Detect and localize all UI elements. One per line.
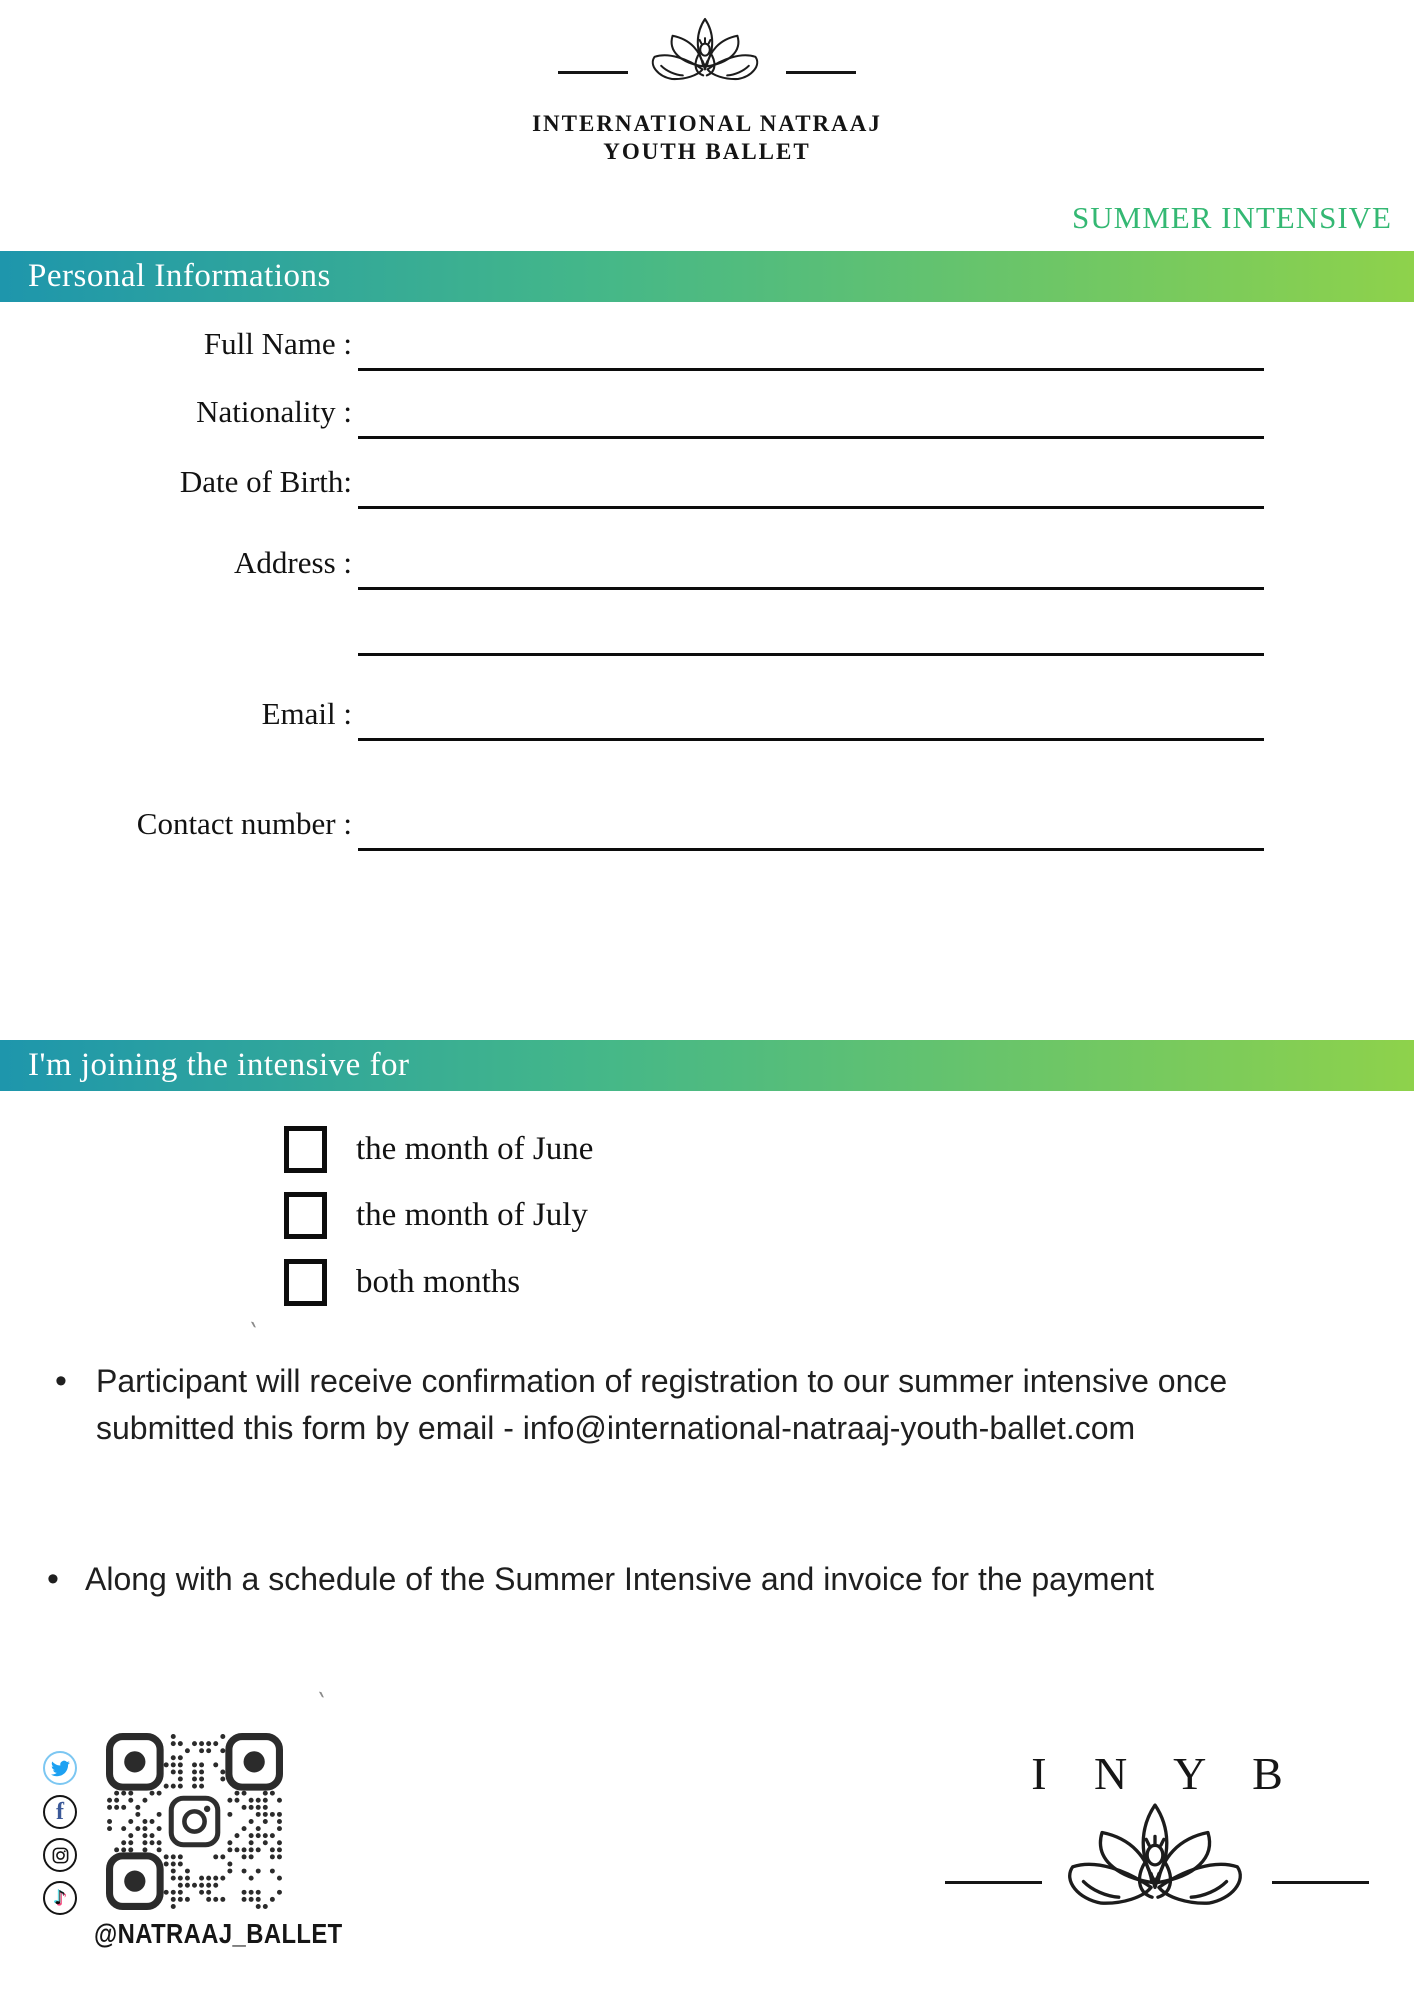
- email-input[interactable]: [358, 738, 1264, 741]
- note-registration-confirmation: [55, 1358, 1351, 1452]
- address-label: Address :: [234, 545, 352, 580]
- option-row-june: [284, 1126, 593, 1173]
- full-name-input[interactable]: [358, 368, 1264, 371]
- checkbox-both-months[interactable]: [284, 1259, 327, 1306]
- org-name-line2: YOUTH BALLET: [603, 139, 811, 164]
- contact-number-label: Contact number :: [136, 806, 352, 841]
- instagram-icon[interactable]: [43, 1838, 77, 1872]
- tiktok-icon[interactable]: ♪: [43, 1881, 77, 1915]
- twitter-icon[interactable]: [43, 1751, 77, 1785]
- inyb-acronym: I N Y B: [1031, 1748, 1289, 1799]
- smudge-mark: `: [311, 1688, 330, 1722]
- address-input-line2[interactable]: [358, 653, 1264, 656]
- social-handle: @NATRAAJ_BALLET: [94, 1918, 343, 1949]
- address-input[interactable]: [358, 587, 1264, 590]
- logo-divider-right: [1272, 1881, 1369, 1884]
- lotus-logo: [1057, 1799, 1253, 1919]
- smudge-mark: `: [243, 1318, 262, 1352]
- option-row-both: [284, 1259, 520, 1306]
- checkbox-label-july: the month of July: [356, 1197, 588, 1233]
- checkbox-label-june: the month of June: [356, 1131, 594, 1167]
- note-text: Along with a schedule of the Summer Intensive and invoice for the payment: [85, 1561, 1155, 1597]
- logo-divider-right: [786, 71, 856, 74]
- checkbox-month-of-june[interactable]: [284, 1126, 327, 1173]
- note-text: Participant will receive confirmation of registration to our summer intensive once submitted this form by email - info@international-natraaj-youth-ballet.com: [96, 1363, 1228, 1446]
- option-row-july: [284, 1192, 588, 1239]
- section-joining-intensive: I'm joining the intensive for: [0, 1040, 1414, 1091]
- bullet-icon: •: [47, 1560, 59, 1598]
- program-title: SUMMER INTENSIVE: [1072, 200, 1392, 235]
- qr-code: [106, 1733, 283, 1910]
- lotus-logo: [645, 15, 765, 89]
- date-of-birth-input[interactable]: [358, 506, 1264, 509]
- org-name-line1: INTERNATIONAL NATRAAJ: [532, 111, 882, 136]
- section-personal-informations: Personal Informations: [0, 251, 1414, 302]
- checkbox-label-both: both months: [356, 1264, 521, 1300]
- note-schedule-invoice: [47, 1556, 1154, 1603]
- facebook-icon[interactable]: f: [43, 1795, 77, 1829]
- twitter-bird-glyph: [51, 1759, 70, 1778]
- email-label: Email :: [261, 696, 352, 731]
- nationality-label: Nationality :: [196, 394, 352, 429]
- logo-divider-left: [558, 71, 628, 74]
- contact-number-input[interactable]: [358, 848, 1264, 851]
- logo-divider-left: [945, 1881, 1042, 1884]
- bullet-icon: •: [55, 1362, 67, 1400]
- full-name-label: Full Name :: [203, 326, 352, 361]
- instagram-camera-glyph: [51, 1846, 70, 1865]
- nationality-input[interactable]: [358, 436, 1264, 439]
- checkbox-month-of-july[interactable]: [284, 1192, 327, 1239]
- date-of-birth-label: Date of Birth:: [179, 464, 352, 499]
